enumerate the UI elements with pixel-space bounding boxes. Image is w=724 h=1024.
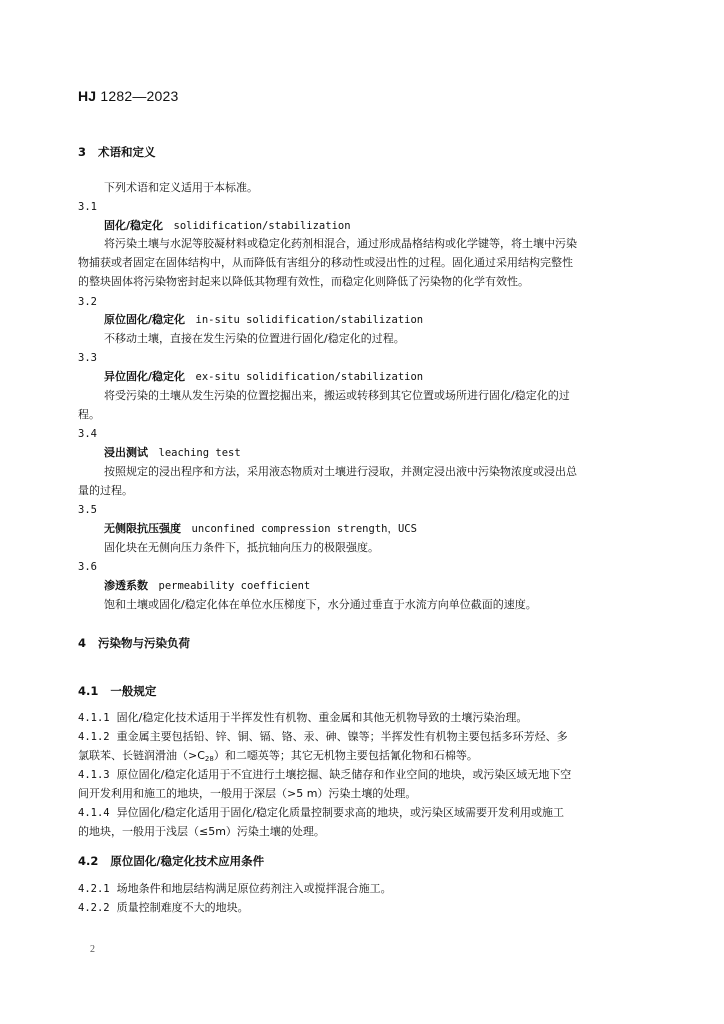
term-heading bbox=[104, 446, 241, 460]
definition-line: 将受污染的土壤从发生污染的位置挖掘出来，搬运或转移到其它位置或场所进行固化/稳定化的过 bbox=[104, 389, 570, 402]
section-4-heading bbox=[78, 636, 190, 650]
definition-line: 程。 bbox=[78, 408, 100, 421]
clause-number: 4.2.1 bbox=[78, 883, 110, 895]
section-title: 污染物与污染负荷 bbox=[98, 636, 191, 650]
clause-text-part: 氯联苯、长链润滑油（>C bbox=[78, 749, 205, 762]
term-english: solidification/stabilization bbox=[173, 220, 351, 232]
term-number: 3.1 bbox=[78, 201, 97, 213]
term-english: leaching test bbox=[158, 447, 241, 459]
subsection-4-1-heading bbox=[78, 684, 156, 698]
clause-text: 重金属主要包括铅、锌、铜、镉、铬、汞、砷、镍等；半挥发性有机物主要包括多环芳烃、多 bbox=[116, 730, 568, 743]
clause-text-part: ）和二噁英等；其它无机物主要包括氰化物和石棉等。 bbox=[213, 749, 478, 762]
clause-4-1-2 bbox=[78, 730, 568, 744]
term-chinese: 异位固化/稳定化 bbox=[104, 370, 186, 383]
term-number: 3.2 bbox=[78, 296, 97, 308]
definition-line: 将污染土壤与水泥等胶凝材料或稳定化药剂相混合，通过形成晶格结构或化学键等，将土壤中污染 bbox=[104, 237, 577, 250]
term-heading bbox=[104, 313, 423, 327]
clause-text: 固化/稳定化技术适用于半挥发性有机物、重金属和其他无机物导致的土壤污染治理。 bbox=[116, 711, 528, 724]
clause-number: 4.2.2 bbox=[78, 902, 110, 914]
clause-text: 质量控制难度不大的地块。 bbox=[116, 901, 249, 914]
clause-number: 4.1.3 bbox=[78, 769, 110, 781]
clause-text-continued bbox=[78, 749, 478, 764]
clause-4-1-3 bbox=[78, 768, 571, 782]
definition-line: 饱和土壤或固化/稳定化体在单位水压梯度下，水分通过垂直于水流方向单位截面的速度。 bbox=[104, 598, 537, 611]
clause-4-1-1 bbox=[78, 711, 527, 725]
term-chinese: 原位固化/稳定化 bbox=[104, 313, 186, 326]
section-3-intro: 下列术语和定义适用于本标准。 bbox=[104, 181, 258, 194]
term-heading bbox=[104, 219, 351, 233]
term-chinese: 浸出测试 bbox=[104, 446, 148, 459]
term-english: in-situ solidification/stabilization bbox=[195, 314, 424, 326]
clause-number: 4.1.2 bbox=[78, 731, 110, 743]
clause-4-2-1 bbox=[78, 882, 392, 896]
section-number: 3 bbox=[78, 145, 87, 159]
clause-4-2-2 bbox=[78, 901, 249, 915]
term-english: permeability coefficient bbox=[158, 580, 311, 592]
term-chinese: 固化/稳定化 bbox=[104, 219, 164, 232]
subsection-title: 原位固化/稳定化技术应用条件 bbox=[110, 854, 265, 868]
standard-code-header bbox=[78, 88, 178, 104]
term-english: unconfined compression strength，UCS bbox=[191, 523, 417, 535]
subsection-number: 4.1 bbox=[78, 684, 99, 698]
term-number: 3.5 bbox=[78, 504, 97, 516]
definition-line: 量的过程。 bbox=[78, 484, 133, 497]
clause-4-1-4 bbox=[78, 806, 564, 820]
clause-number: 4.1.4 bbox=[78, 807, 110, 819]
subsection-4-2-heading bbox=[78, 854, 264, 868]
term-number: 3.3 bbox=[78, 352, 97, 364]
clause-text-continued: 的地块，一般用于浅层（≤5m）污染土壤的处理。 bbox=[78, 825, 325, 838]
subsection-title: 一般规定 bbox=[110, 684, 157, 698]
subsection-number: 4.2 bbox=[78, 854, 99, 868]
clause-text-continued: 间开发利用和施工的地块，一般用于深层（>5 m）污染土壤的处理。 bbox=[78, 787, 417, 800]
definition-line: 按照规定的浸出程序和方法，采用液态物质对土壤进行浸取，并测定浸出液中污染物浓度或浸出总 bbox=[104, 465, 577, 478]
term-chinese: 无侧限抗压强度 bbox=[104, 522, 181, 535]
definition-line: 固化块在无侧向压力条件下，抵抗轴向压力的极限强度。 bbox=[104, 541, 379, 554]
section-title: 术语和定义 bbox=[98, 145, 156, 159]
clause-number: 4.1.1 bbox=[78, 712, 110, 724]
section-number: 4 bbox=[78, 636, 87, 650]
clause-text: 原位固化/稳定化适用于不宜进行土壤挖掘、缺乏储存和作业空间的地块，或污染区域无地下空 bbox=[116, 768, 572, 781]
term-chinese: 渗透系数 bbox=[104, 579, 148, 592]
standard-code: HJ bbox=[78, 88, 97, 104]
clause-text: 场地条件和地层结构满足原位药剂注入或搅拌混合施工。 bbox=[116, 882, 392, 895]
clause-text: 异位固化/稳定化适用于固化/稳定化质量控制要求高的地块，或污染区域需要开发利用或施工 bbox=[116, 806, 565, 819]
definition-line: 不移动土壤，直接在发生污染的位置进行固化/稳定化的过程。 bbox=[104, 332, 405, 345]
standard-number: 1282—2023 bbox=[100, 88, 179, 104]
term-heading bbox=[104, 522, 417, 536]
term-english: ex-situ solidification/stabilization bbox=[195, 371, 424, 383]
term-heading bbox=[104, 370, 423, 384]
subscript: 28 bbox=[204, 755, 214, 763]
term-number: 3.4 bbox=[78, 428, 97, 440]
page-number: 2 bbox=[90, 944, 95, 955]
term-number: 3.6 bbox=[78, 561, 97, 573]
definition-line: 的整块固体将污染物密封起来以降低其物理有效性，而稳定化则降低了污染物的化学有效性。 bbox=[78, 275, 529, 288]
definition-line: 物捕获或者固定在固体结构中，从而降低有害组分的移动性或浸出性的过程。固化通过采用结构完整性 bbox=[78, 256, 573, 269]
term-heading bbox=[104, 579, 310, 593]
section-3-heading bbox=[78, 145, 156, 159]
